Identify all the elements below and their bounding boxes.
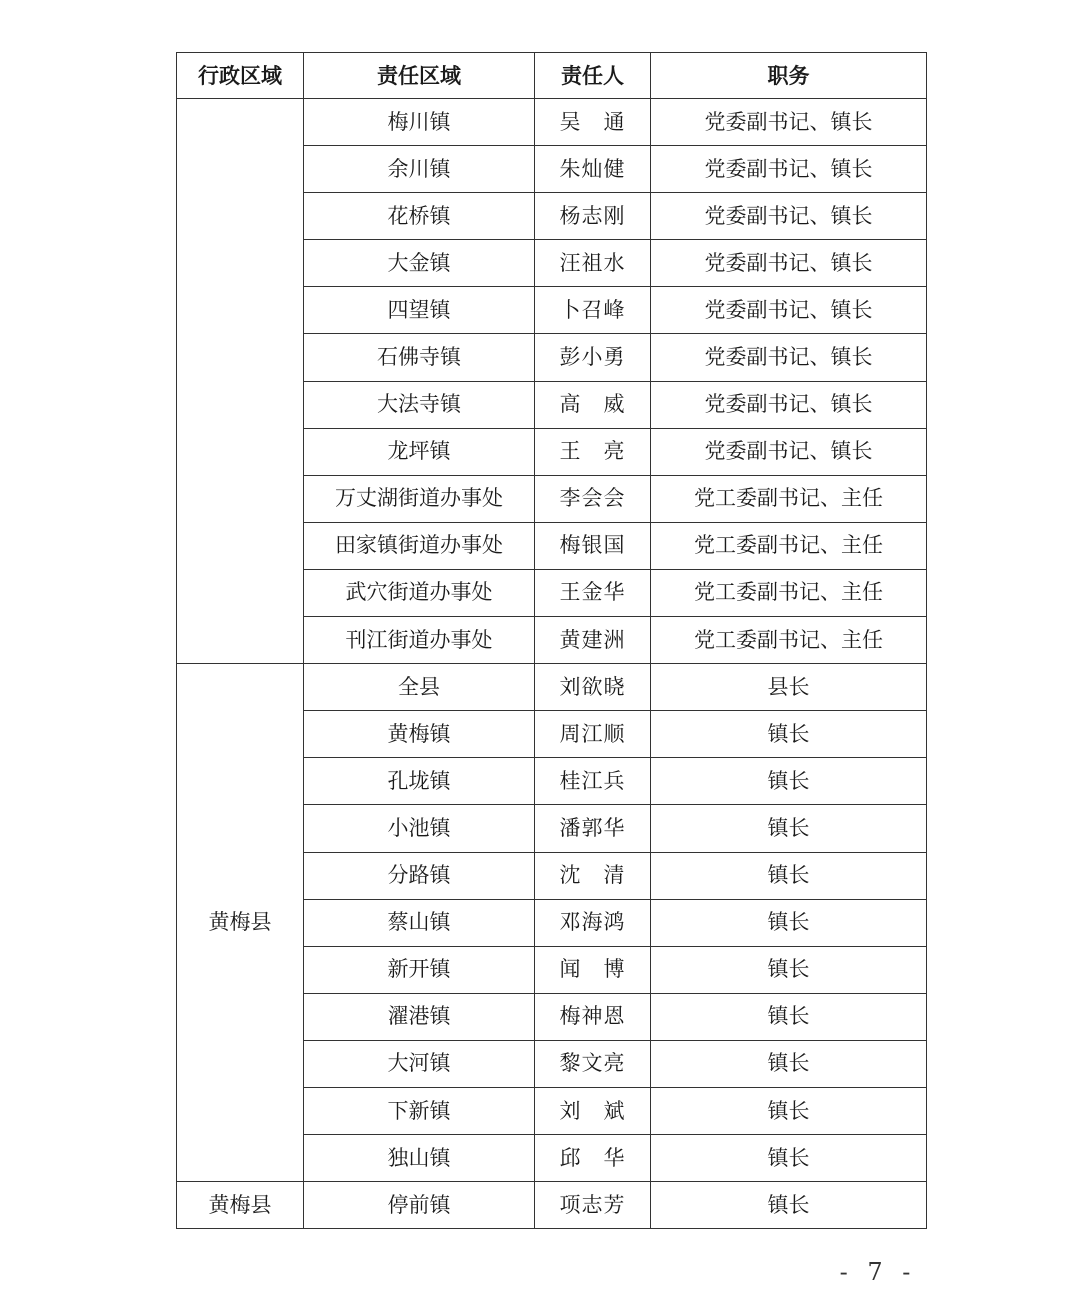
person-cell: 汪祖水 — [535, 240, 651, 287]
position-cell: 党工委副书记、主任 — [651, 569, 927, 616]
person-cell: 潘郭华 — [535, 805, 651, 852]
person-cell: 卜召峰 — [535, 287, 651, 334]
person-cell: 彭小勇 — [535, 334, 651, 381]
person-cell: 王金华 — [535, 569, 651, 616]
admin-region-cell — [177, 99, 304, 664]
table-header-row — [177, 53, 927, 99]
person-cell: 吴 通 — [535, 99, 651, 146]
person-cell: 朱灿健 — [535, 146, 651, 193]
admin-region-cell: 黄梅县 — [177, 1182, 304, 1229]
header-admin-region: 行政区域 — [177, 53, 304, 99]
area-cell: 黄梅镇 — [304, 711, 535, 758]
person-cell: 杨志刚 — [535, 193, 651, 240]
person-cell: 黎文亮 — [535, 1040, 651, 1087]
position-cell: 镇长 — [651, 1182, 927, 1229]
area-cell: 全县 — [304, 664, 535, 711]
area-cell: 四望镇 — [304, 287, 535, 334]
position-cell: 党工委副书记、主任 — [651, 522, 927, 569]
position-cell: 镇长 — [651, 899, 927, 946]
area-cell: 分路镇 — [304, 852, 535, 899]
area-cell: 大法寺镇 — [304, 381, 535, 428]
position-cell: 镇长 — [651, 1087, 927, 1134]
position-cell: 党委副书记、镇长 — [651, 99, 927, 146]
position-cell: 镇长 — [651, 946, 927, 993]
position-cell: 镇长 — [651, 805, 927, 852]
table-row — [177, 1182, 927, 1229]
area-cell: 刊江街道办事处 — [304, 617, 535, 664]
person-cell: 周江顺 — [535, 711, 651, 758]
area-cell: 孔垅镇 — [304, 758, 535, 805]
area-cell: 武穴街道办事处 — [304, 569, 535, 616]
position-cell: 镇长 — [651, 758, 927, 805]
person-cell: 刘欲晓 — [535, 664, 651, 711]
person-cell: 梅神恩 — [535, 993, 651, 1040]
admin-region-cell: 黄梅县 — [177, 664, 304, 1182]
person-cell: 梅银国 — [535, 522, 651, 569]
header-responsibility-area: 责任区域 — [304, 53, 535, 99]
person-cell: 闻 博 — [535, 946, 651, 993]
position-cell: 党委副书记、镇长 — [651, 334, 927, 381]
area-cell: 梅川镇 — [304, 99, 535, 146]
position-cell: 党工委副书记、主任 — [651, 475, 927, 522]
position-cell: 党工委副书记、主任 — [651, 617, 927, 664]
position-cell: 镇长 — [651, 711, 927, 758]
position-cell: 镇长 — [651, 1040, 927, 1087]
page-number: - 7 - — [839, 1258, 917, 1286]
area-cell: 停前镇 — [304, 1182, 535, 1229]
person-cell: 高 威 — [535, 381, 651, 428]
person-cell: 邓海鸿 — [535, 899, 651, 946]
table-row — [177, 664, 927, 711]
position-cell: 镇长 — [651, 1135, 927, 1182]
position-cell: 党委副书记、镇长 — [651, 428, 927, 475]
area-cell: 余川镇 — [304, 146, 535, 193]
header-responsible-person: 责任人 — [535, 53, 651, 99]
area-cell: 蔡山镇 — [304, 899, 535, 946]
area-cell: 新开镇 — [304, 946, 535, 993]
area-cell: 花桥镇 — [304, 193, 535, 240]
area-cell: 田家镇街道办事处 — [304, 522, 535, 569]
person-cell: 沈 清 — [535, 852, 651, 899]
area-cell: 大河镇 — [304, 1040, 535, 1087]
position-cell: 党委副书记、镇长 — [651, 193, 927, 240]
position-cell: 镇长 — [651, 852, 927, 899]
area-cell: 独山镇 — [304, 1135, 535, 1182]
position-cell: 党委副书记、镇长 — [651, 240, 927, 287]
person-cell: 李会会 — [535, 475, 651, 522]
position-cell: 县长 — [651, 664, 927, 711]
area-cell: 万丈湖街道办事处 — [304, 475, 535, 522]
position-cell: 镇长 — [651, 993, 927, 1040]
area-cell: 大金镇 — [304, 240, 535, 287]
person-cell: 刘 斌 — [535, 1087, 651, 1134]
table-row — [177, 99, 927, 146]
position-cell: 党委副书记、镇长 — [651, 146, 927, 193]
person-cell: 王 亮 — [535, 428, 651, 475]
area-cell: 下新镇 — [304, 1087, 535, 1134]
position-cell: 党委副书记、镇长 — [651, 287, 927, 334]
area-cell: 石佛寺镇 — [304, 334, 535, 381]
responsibility-table — [176, 52, 927, 1229]
person-cell: 项志芳 — [535, 1182, 651, 1229]
person-cell: 邱 华 — [535, 1135, 651, 1182]
position-cell: 党委副书记、镇长 — [651, 381, 927, 428]
area-cell: 小池镇 — [304, 805, 535, 852]
area-cell: 龙坪镇 — [304, 428, 535, 475]
area-cell: 濯港镇 — [304, 993, 535, 1040]
header-position: 职务 — [651, 53, 927, 99]
person-cell: 桂江兵 — [535, 758, 651, 805]
person-cell: 黄建洲 — [535, 617, 651, 664]
